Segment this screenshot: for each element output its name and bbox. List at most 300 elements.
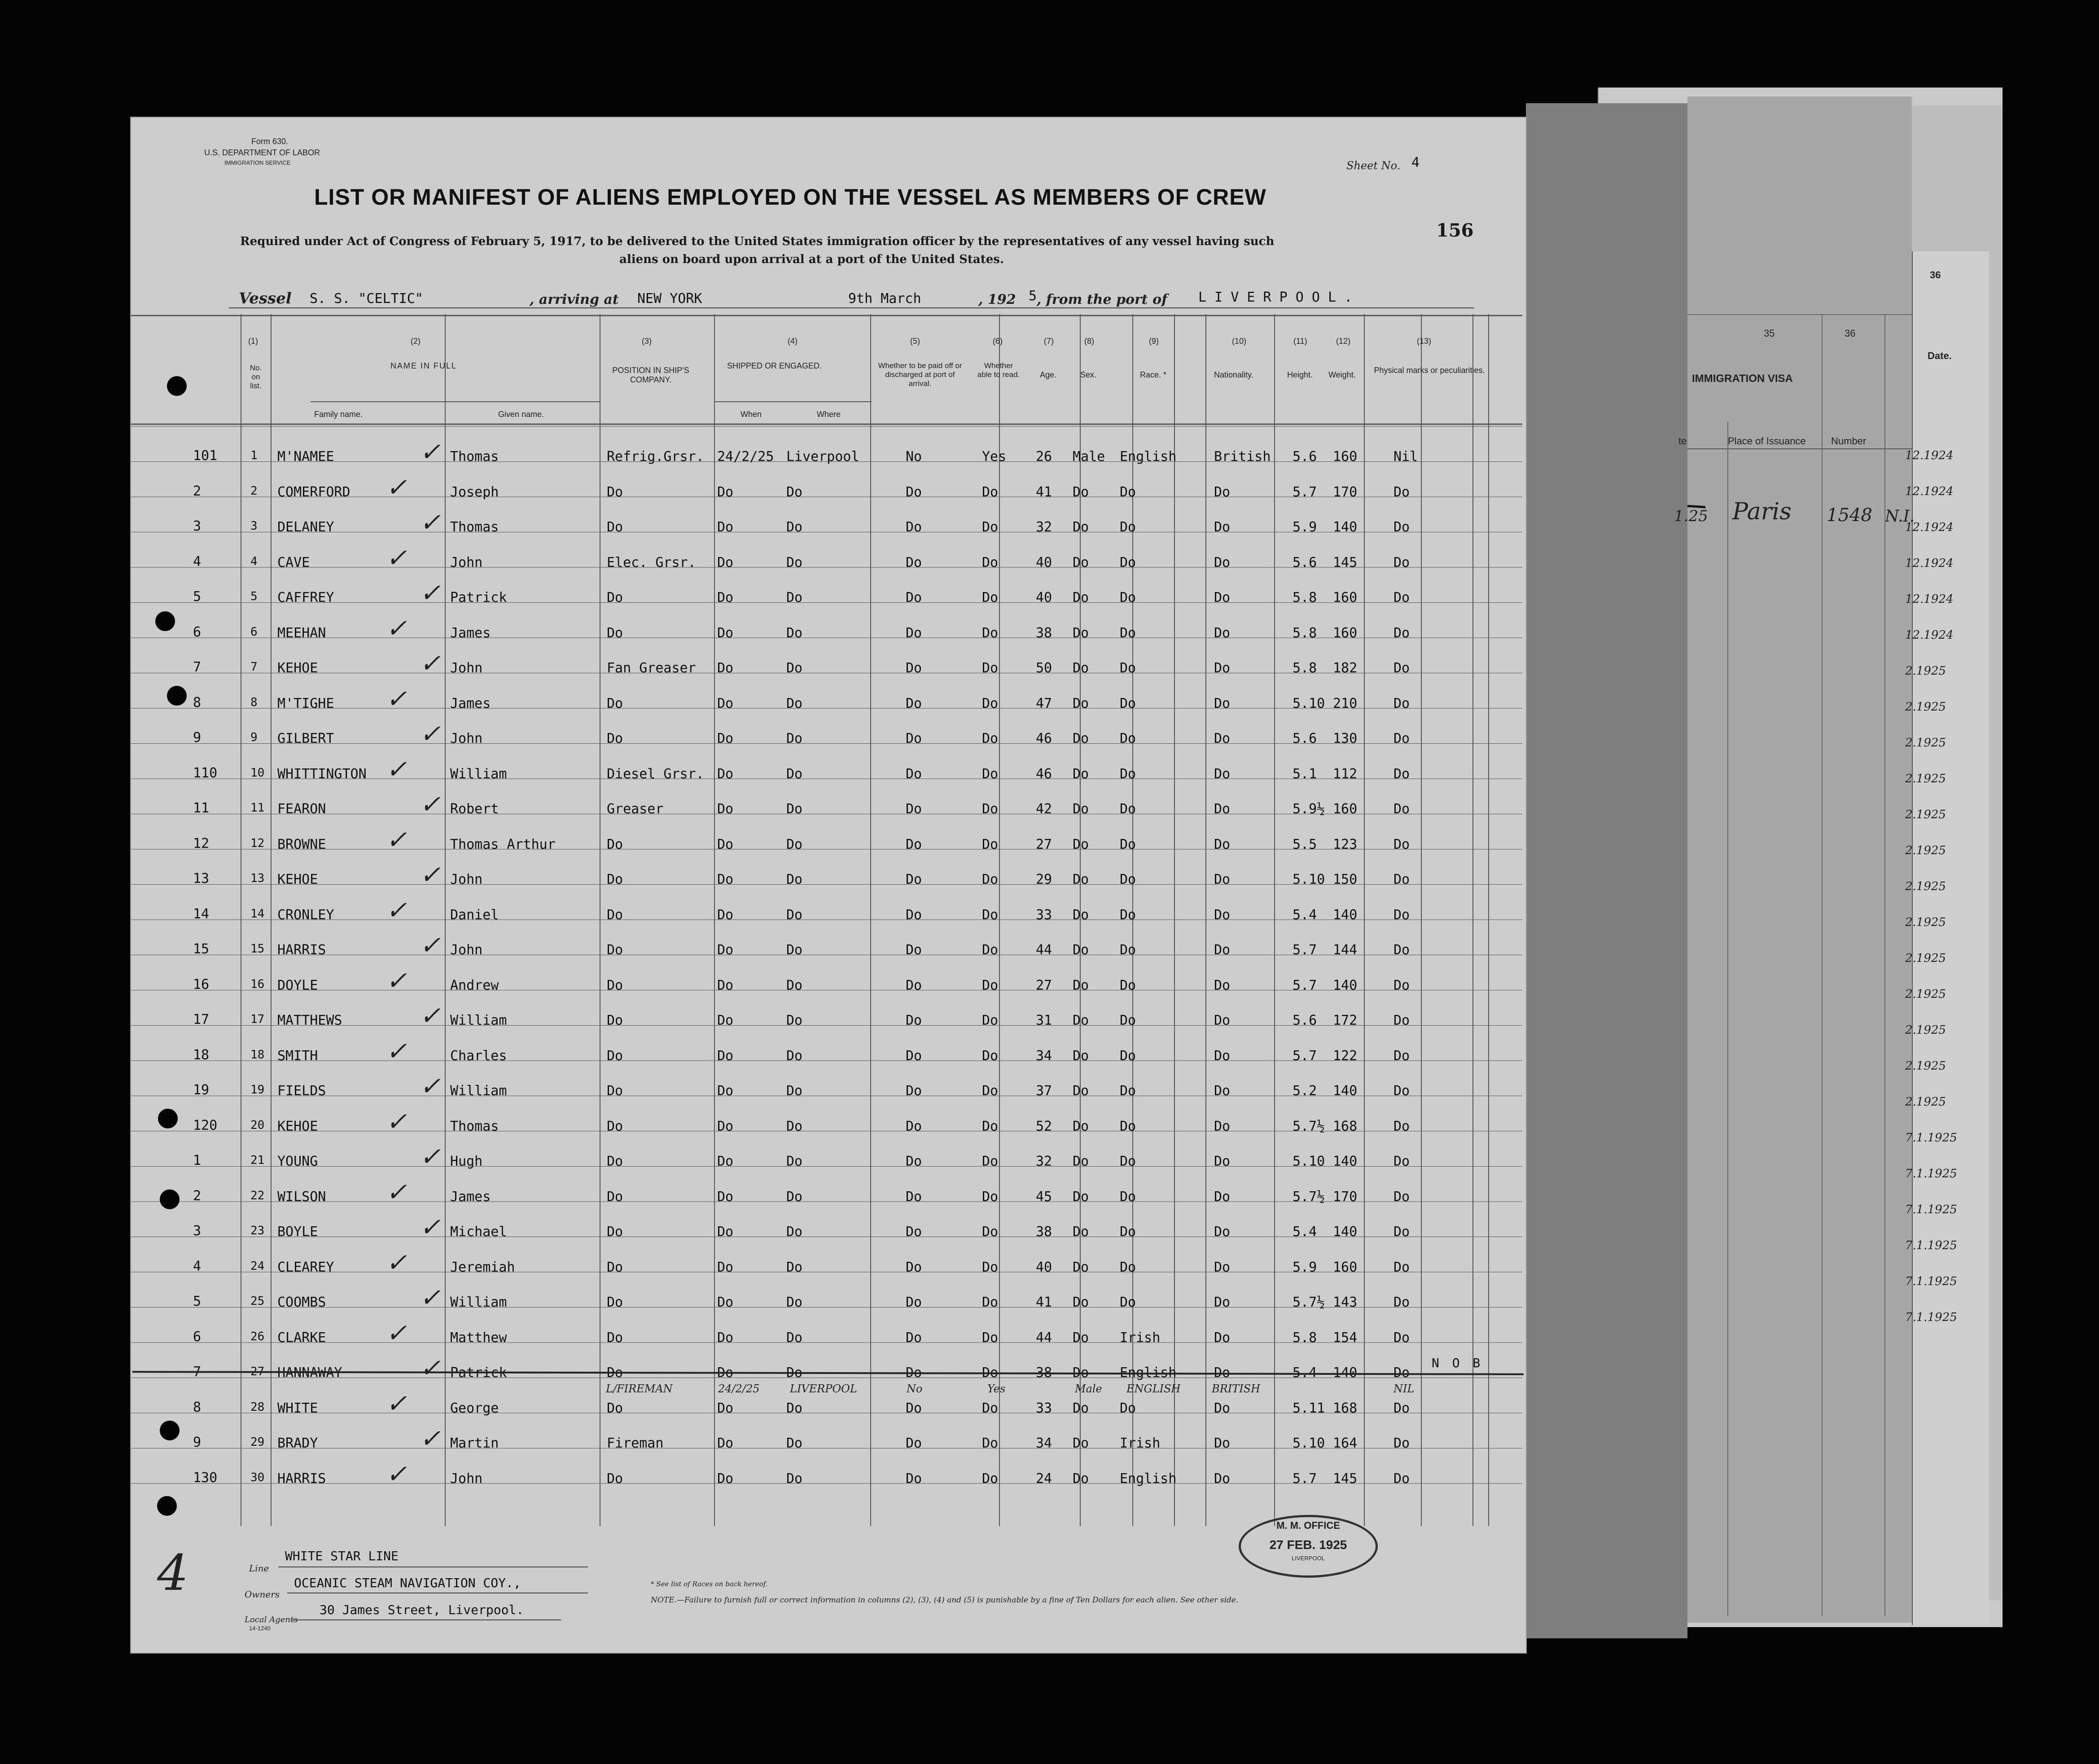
visa-date-entry: 2.1925 [1905, 664, 1946, 678]
arriving-label: , arriving at [530, 292, 619, 307]
physical-marks: Do [1393, 801, 1410, 817]
nationality: Do [1214, 1048, 1231, 1064]
able-to-read: Do [982, 1189, 999, 1205]
family-name: KEHOE [277, 872, 318, 887]
given-name: William [450, 766, 507, 782]
position: Do [607, 977, 623, 993]
age: 40 [1036, 554, 1052, 570]
check-mark-icon: ✓ [420, 1072, 441, 1101]
binder-hole [167, 686, 187, 706]
physical-marks: Do [1393, 660, 1410, 676]
weight: 168 [1333, 1118, 1358, 1134]
sex: Do [1073, 1470, 1089, 1487]
weight: 143 [1333, 1294, 1358, 1310]
col7-header: Age. [1040, 370, 1057, 379]
visa-date-entry: 7.1.1925 [1905, 1239, 1957, 1252]
height: 5.8 [1293, 590, 1317, 606]
hw-where: LIVERPOOL [790, 1382, 857, 1395]
col2-header: NAME IN FULL [390, 361, 457, 370]
family-name: CLEAREY [277, 1259, 334, 1275]
height: 5.1 [1293, 766, 1317, 782]
physical-marks: Do [1393, 484, 1410, 500]
physical-marks: Do [1393, 977, 1410, 993]
physical-marks: Do [1393, 907, 1410, 923]
shipped-when: Do [717, 695, 734, 711]
check-mark-icon: ✓ [420, 1424, 441, 1453]
department: U.S. DEPARTMENT OF LABOR [204, 148, 320, 157]
height: 5.7½ [1293, 1189, 1325, 1205]
check-mark-icon: ✓ [420, 508, 441, 537]
family-name: M'TIGHE [277, 695, 334, 711]
row-number: 11 [250, 801, 265, 815]
row-number: 25 [250, 1294, 265, 1308]
paid-off: Do [906, 660, 922, 676]
physical-marks: Nil [1393, 449, 1418, 465]
hw-position: L/FIREMAN [606, 1382, 673, 1395]
binder-hole [158, 1109, 178, 1128]
position: Do [607, 625, 623, 641]
given-name: Joseph [450, 484, 499, 500]
able-to-read: Do [982, 1470, 999, 1487]
race: Irish [1120, 1330, 1161, 1346]
age: 34 [1036, 1048, 1052, 1064]
penalty-note: NOTE.—Failure to furnish full or correct information in columns (2), (3), (4) and (5) is punishable by a fine of Ten Dollars for each alien. See other side. [651, 1596, 1239, 1605]
given-name: William [450, 1083, 507, 1099]
sex: Do [1073, 1400, 1089, 1416]
height: 5.11 [1293, 1400, 1325, 1416]
row-number: 19 [250, 1083, 265, 1097]
visa-grid-lines [1687, 314, 2002, 1616]
shipped-when: Do [717, 872, 734, 887]
check-mark-icon: ✓ [386, 1318, 407, 1348]
shipped-where: Do [786, 977, 803, 993]
position: Greaser [607, 801, 664, 817]
list-ref-number: 2 [193, 1188, 202, 1204]
physical-marks: Do [1393, 590, 1410, 606]
weight: 140 [1333, 907, 1358, 923]
physical-marks: Do [1393, 731, 1410, 746]
physical-marks: Do [1393, 1154, 1410, 1169]
shipped-where: Do [786, 625, 803, 641]
list-ref-number: 11 [193, 800, 210, 816]
nationality: Do [1214, 836, 1231, 852]
weight: 130 [1333, 731, 1358, 746]
shipped-when: Do [717, 1435, 734, 1451]
given-name: James [450, 625, 491, 641]
nationality: Do [1214, 625, 1231, 641]
given-name: William [450, 1294, 507, 1310]
shipped-where: Do [786, 519, 803, 535]
height: 5.10 [1293, 1154, 1325, 1169]
physical-marks: Do [1393, 1365, 1410, 1381]
age: 29 [1036, 872, 1052, 887]
check-mark-icon: ✓ [386, 1177, 407, 1207]
visa-col-number: Number [1831, 435, 1867, 447]
vessel-label: Vessel [239, 290, 292, 307]
family-name: COMERFORD [277, 484, 351, 500]
race: Do [1120, 1400, 1136, 1416]
physical-marks: Do [1393, 695, 1410, 711]
shipped-when: Do [717, 1048, 734, 1064]
row-number: 12 [250, 836, 265, 850]
position: Do [607, 1294, 623, 1310]
family-name: BRADY [277, 1435, 318, 1451]
position: Do [607, 872, 623, 887]
race: Irish [1120, 1435, 1161, 1451]
weight: 164 [1333, 1435, 1358, 1451]
col4a-header: When [741, 410, 762, 419]
shipped-when: Do [717, 1294, 734, 1310]
nationality: Do [1214, 484, 1231, 500]
row-number: 18 [250, 1048, 265, 1062]
visa-date-entry: 12.1924 [1905, 628, 1954, 642]
age: 44 [1036, 942, 1052, 958]
race: Do [1120, 660, 1136, 676]
position: Do [607, 1154, 623, 1169]
arrival-port: NEW YORK [637, 291, 702, 307]
able-to-read: Do [982, 731, 999, 746]
col2b-header: Given name. [498, 410, 544, 419]
visa-date-entry: 12.1924 [1905, 449, 1954, 462]
given-name: John [450, 660, 483, 676]
visa-note-suffix: N.I. [1885, 507, 1915, 526]
physical-marks: Do [1393, 766, 1410, 782]
height: 5.10 [1293, 695, 1325, 711]
shipped-when: Do [717, 907, 734, 923]
shipped-when: Do [717, 519, 734, 535]
physical-marks: Do [1393, 1118, 1410, 1134]
paid-off: Do [906, 1154, 922, 1169]
col6-num: (6) [993, 337, 1003, 346]
col9-num: (9) [1149, 337, 1159, 346]
height: 5.7 [1293, 942, 1317, 958]
nationality: Do [1214, 1118, 1231, 1134]
shipped-where: Do [786, 1330, 803, 1346]
shipped-where: Do [786, 1083, 803, 1099]
weight: 145 [1333, 554, 1358, 570]
stamp-top: M. M. OFFICE [1276, 1520, 1340, 1531]
list-ref-number: 5 [193, 589, 202, 605]
physical-marks: Do [1393, 1470, 1410, 1487]
shipped-when: Do [717, 1118, 734, 1134]
sheet-label: Sheet No. [1346, 159, 1401, 172]
shipped-where: Do [786, 942, 803, 958]
height: 5.9 [1293, 519, 1317, 535]
physical-marks: Do [1393, 1048, 1410, 1064]
col13-num: (13) [1417, 337, 1432, 346]
able-to-read: Yes [982, 449, 1007, 465]
nationality: Do [1214, 1083, 1231, 1099]
weight: 172 [1333, 1013, 1358, 1028]
col4b-header: Where [817, 410, 841, 419]
owners-name: OCEANIC STEAM NAVIGATION COY., [294, 1575, 521, 1590]
shipped-where: Do [786, 1259, 803, 1275]
list-ref-number: 7 [193, 659, 202, 675]
age: 47 [1036, 695, 1052, 711]
shipped-where: Do [786, 1294, 803, 1310]
binder-hole [155, 611, 175, 631]
check-mark-icon: ✓ [386, 1036, 407, 1066]
age: 31 [1036, 1013, 1052, 1028]
list-ref-number: 130 [193, 1470, 218, 1486]
physical-marks: Do [1393, 554, 1410, 570]
visa-date-entry: 7.1.1925 [1905, 1203, 1957, 1216]
family-name: SMITH [277, 1048, 318, 1064]
row-number: 16 [250, 977, 265, 991]
row-number: 20 [250, 1118, 265, 1132]
sex: Do [1073, 1294, 1089, 1310]
subtitle-line-1: Required under Act of Congress of February 5, 1917, to be delivered to the United States immigration officer by the representatives of any vessel having such [240, 235, 1275, 248]
check-mark-icon: ✓ [386, 895, 407, 925]
position: Refrig.Grsr. [607, 449, 704, 465]
shipped-when: Do [717, 484, 734, 500]
physical-marks: Do [1393, 1400, 1410, 1416]
given-name: Hugh [450, 1154, 483, 1169]
list-ref-number: 110 [193, 765, 218, 781]
height: 5.7½ [1293, 1118, 1325, 1134]
dark-folder-flap [1526, 103, 1687, 1638]
year-label: , 192 [978, 292, 1016, 307]
visa-date-entry: 12.1924 [1905, 485, 1954, 498]
check-mark-icon: ✓ [386, 966, 407, 996]
office-stamp [1239, 1515, 1378, 1578]
able-to-read: Do [982, 625, 999, 641]
col3-header: POSITION IN SHIP'S COMPANY. [612, 366, 689, 384]
stamp-date: 27 FEB. 1925 [1269, 1538, 1347, 1552]
given-name: William [450, 1013, 507, 1028]
age: 46 [1036, 766, 1052, 782]
family-name: WHITE [277, 1400, 318, 1416]
weight: 160 [1333, 801, 1358, 817]
col12-header: Weight. [1328, 370, 1356, 379]
visa-date-entry: 2.1925 [1905, 880, 1946, 893]
position: Do [607, 519, 623, 535]
shipped-when: Do [717, 660, 734, 676]
col5-header: Whether to be paid off or discharged at port of arrival. [878, 361, 962, 388]
race: Do [1120, 1294, 1136, 1310]
immigration-visa-header: IMMIGRATION VISA [1692, 373, 1793, 385]
given-name: John [450, 872, 483, 887]
family-name: FEARON [277, 801, 326, 817]
given-name: Thomas Arthur [450, 836, 556, 852]
position: Do [607, 1259, 623, 1275]
physical-marks: Do [1393, 1013, 1410, 1028]
age: 33 [1036, 1400, 1052, 1416]
col10-header: Nationality. [1214, 370, 1253, 379]
sex: Do [1073, 801, 1089, 817]
physical-marks: Do [1393, 1294, 1410, 1310]
paid-off: Do [906, 766, 922, 782]
strip-col-date: Date. [1928, 350, 1952, 361]
list-ref-number: 3 [193, 518, 202, 534]
shipped-where: Do [786, 1154, 803, 1169]
paid-off: Do [906, 1189, 922, 1205]
given-name: James [450, 1189, 491, 1205]
weight: 144 [1333, 942, 1358, 958]
able-to-read: Do [982, 1154, 999, 1169]
family-name: BOYLE [277, 1224, 318, 1240]
paid-off: Do [906, 731, 922, 746]
position: Do [607, 1048, 623, 1064]
given-name: John [450, 942, 483, 958]
race: Do [1120, 1083, 1136, 1099]
race: Do [1120, 1118, 1136, 1134]
list-ref-number: 13 [193, 871, 210, 886]
nationality: Do [1214, 942, 1231, 958]
family-name: DOYLE [277, 977, 318, 993]
row-number: 5 [250, 590, 258, 603]
list-ref-number: 1 [193, 1153, 202, 1168]
row-number: 26 [250, 1330, 265, 1343]
binder-hole [167, 376, 187, 396]
given-name: John [450, 554, 483, 570]
list-ref-number: 4 [193, 553, 202, 570]
paid-off: Do [906, 907, 922, 923]
race: Do [1120, 519, 1136, 535]
sex: Do [1073, 836, 1089, 852]
physical-marks: Do [1393, 625, 1410, 641]
col11-header: Height. [1287, 370, 1313, 379]
physical-marks: Do [1393, 836, 1410, 852]
sex: Do [1073, 1259, 1089, 1275]
sex: Do [1073, 1118, 1089, 1134]
col6-header: Whether able to read. [977, 361, 1020, 379]
able-to-read: Do [982, 1013, 999, 1028]
nationality: Do [1214, 554, 1231, 570]
col36-number: 36 [1845, 328, 1856, 339]
sex: Do [1073, 484, 1089, 500]
list-ref-number: 12 [193, 835, 210, 851]
row-number: 4 [250, 554, 258, 568]
given-name: Robert [450, 801, 499, 817]
row-number: 13 [250, 872, 265, 885]
height: 5.10 [1293, 1435, 1325, 1451]
col13-header: Physical marks or peculiarities. [1374, 366, 1485, 375]
agents-label: Local Agents [245, 1615, 298, 1624]
paid-off: Do [906, 1400, 922, 1416]
sex: Do [1073, 554, 1089, 570]
height: 5.6 [1293, 554, 1317, 570]
shipped-when: Do [717, 836, 734, 852]
visa-date-entry: 2.1925 [1905, 808, 1946, 821]
family-name: CLARKE [277, 1330, 326, 1346]
sex: Do [1073, 1083, 1089, 1099]
check-mark-icon: ✓ [420, 1213, 441, 1242]
position: Do [607, 942, 623, 958]
row-number: 7 [250, 660, 258, 674]
visa-date-entry: 2.1925 [1905, 1095, 1946, 1109]
row-number: 28 [250, 1400, 265, 1414]
nationality: Do [1214, 1400, 1231, 1416]
height: 5.7 [1293, 484, 1317, 500]
nationality: Do [1214, 1435, 1231, 1451]
shipped-where: Do [786, 801, 803, 817]
paid-off: Do [906, 1083, 922, 1099]
check-mark-icon: ✓ [420, 790, 441, 819]
from-port-label: , from the port of [1037, 292, 1168, 307]
position: Do [607, 1083, 623, 1099]
paid-off: Do [906, 942, 922, 958]
check-mark-icon: ✓ [420, 1283, 441, 1312]
height: 5.7½ [1293, 1294, 1325, 1310]
age: 46 [1036, 731, 1052, 746]
weight: 112 [1333, 766, 1358, 782]
row-number: 2 [250, 484, 258, 498]
weight: 140 [1333, 1083, 1358, 1099]
weight: 154 [1333, 1330, 1358, 1346]
shipped-where: Do [786, 1470, 803, 1487]
given-name: Thomas [450, 1118, 499, 1134]
weight: 145 [1333, 1470, 1358, 1487]
family-name: WILSON [277, 1189, 326, 1205]
sex: Do [1073, 907, 1089, 923]
form-number: Form 630. [251, 137, 289, 146]
nationality: Do [1214, 1330, 1231, 1346]
check-mark-icon: ✓ [420, 1001, 441, 1031]
able-to-read: Do [982, 484, 999, 500]
race: Do [1120, 801, 1136, 817]
race: Do [1120, 625, 1136, 641]
age: 34 [1036, 1435, 1052, 1451]
weight: 168 [1333, 1400, 1358, 1416]
shipped-when: Do [717, 1330, 734, 1346]
list-ref-number: 17 [193, 1012, 210, 1027]
hw-nat: BRITISH [1212, 1382, 1261, 1395]
able-to-read: Do [982, 695, 999, 711]
given-name: John [450, 731, 483, 746]
list-ref-number: 16 [193, 976, 210, 992]
shipped-when: Do [717, 1470, 734, 1487]
position: Fan Greaser [607, 660, 696, 676]
list-ref-number: 8 [193, 694, 202, 711]
sex: Do [1073, 1224, 1089, 1240]
race: Do [1120, 836, 1136, 852]
sex: Do [1073, 1189, 1089, 1205]
shipped-where: Do [786, 731, 803, 746]
races-note: * See list of Races on back hereof. [651, 1580, 768, 1588]
shipped-where: Do [786, 1224, 803, 1240]
race: Do [1120, 590, 1136, 606]
paid-off: Do [906, 1048, 922, 1064]
nationality: Do [1214, 1259, 1231, 1275]
visa-note-place: Paris [1732, 498, 1792, 525]
given-name: Charles [450, 1048, 507, 1064]
shipped-when: Do [717, 977, 734, 993]
able-to-read: Do [982, 1048, 999, 1064]
height: 5.6 [1293, 1013, 1317, 1028]
given-name: Michael [450, 1224, 507, 1240]
shipped-when: Do [717, 1083, 734, 1099]
nationality: Do [1214, 1154, 1231, 1169]
col8-header: Sex. [1080, 370, 1097, 379]
visa-date-entry: 7.1.1925 [1905, 1167, 1957, 1180]
nationality: British [1214, 449, 1271, 465]
sex: Do [1073, 731, 1089, 746]
shipped-when: Do [717, 1259, 734, 1275]
visa-date-entry: 12.1924 [1905, 521, 1954, 534]
position: Diesel Grsr. [607, 766, 704, 782]
visa-note-number: 1548 [1827, 505, 1872, 526]
weight: 140 [1333, 1365, 1358, 1381]
strip-col-36: 36 [1930, 269, 1941, 281]
height: 5.7 [1293, 1470, 1317, 1487]
race: English [1120, 1365, 1177, 1381]
height: 5.8 [1293, 660, 1317, 676]
position: Do [607, 484, 623, 500]
age: 26 [1036, 449, 1052, 465]
weight: 160 [1333, 625, 1358, 641]
shipped-where: Do [786, 766, 803, 782]
